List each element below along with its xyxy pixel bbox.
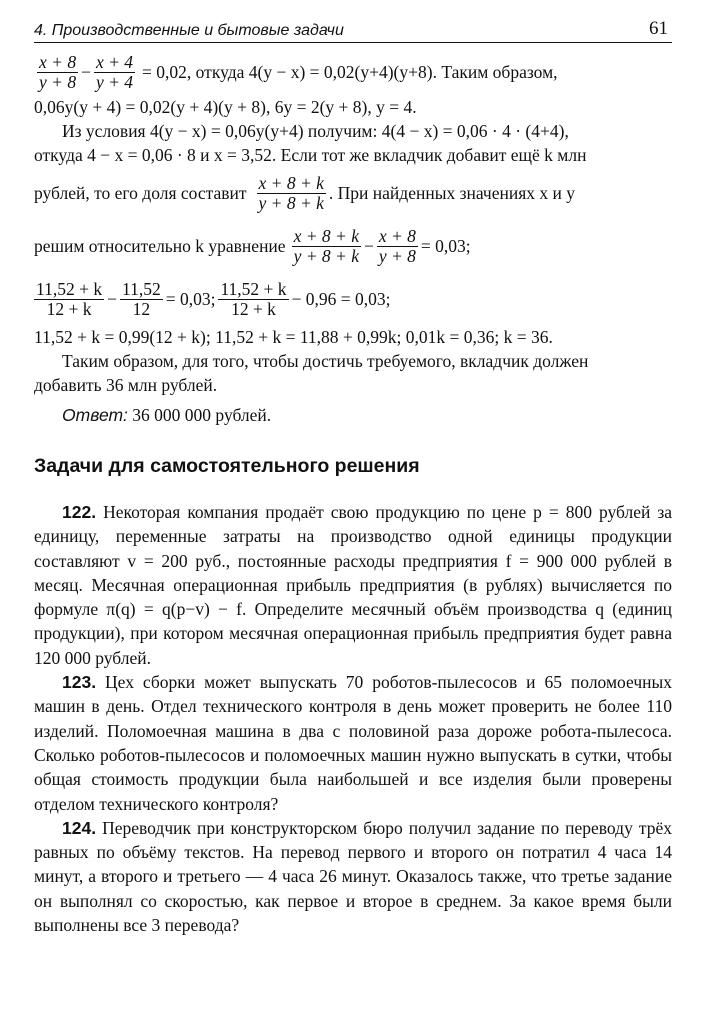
denominator: 12 (132, 298, 151, 319)
solution-line-8: 11,52 + k = 0,99(12 + k); 11,52 + k = 11,88 + 0,99k; 0,01k = 0,36; k = 36. (34, 327, 553, 347)
fraction (37, 53, 78, 92)
section-title: Задачи для самостоятельного решения (34, 455, 420, 477)
numerator: 11,52 + k (220, 278, 287, 299)
text: рублей, то его доля составит (34, 182, 247, 203)
numerator: x + 8 + k (293, 225, 359, 246)
equation-text: = 0,02, откуда 4(y − x) = 0,02(y+4)(y+8). Таким образом, (142, 61, 558, 82)
answer-label: Ответ: (62, 405, 128, 425)
answer-value: 36 000 000 рублей. (132, 405, 272, 425)
denominator: y + 8 (378, 245, 416, 266)
page (34, 18, 672, 937)
minus-sign: − (107, 288, 117, 309)
solution-line-5 (34, 167, 672, 219)
solution-line-1 (34, 49, 672, 95)
problem-text: Цех сборки может выпускать 70 роботов-пылесосов и 65 поломоечных машин в день. Отдел технического контроля в день может проверить не более 110 изделий. Поломоечная машина в два с половиной раза дороже робота-пылесоса. Сколько роботов-пылесосов и поломоечных машин нужно выпускать в сутки, чтобы общая стоимость продукции была наибольшей и все изделия были проверены отделом технического контроля? (34, 672, 673, 814)
text: = 0,03; (420, 235, 471, 256)
denominator: y + 8 (39, 71, 77, 92)
denominator: y + 8 + k (258, 192, 324, 213)
numerator: x + 8 (39, 51, 77, 72)
page-number: 61 (649, 18, 668, 39)
denominator: y + 4 (95, 71, 134, 92)
chapter-title: 4. Производственные и бытовые задачи (34, 22, 344, 39)
denominator: 12 + k (231, 298, 276, 319)
problem-text: Переводчик при конструкторском бюро получил задание по переводу трёх равных по объёму текстов. На перевод первого и второго он потратил 4 часа 14 минут, а второго и третьего — 4 часа 26 минут. Оказалось также, что третье задание он выполнял со скоростью, как первое и второе в среднем. За какое время были выполнены все 3 перевода? (34, 817, 672, 936)
fraction (94, 53, 135, 92)
solution-line-2: 0,06y(y + 4) = 0,02(y + 4)(y + 8), 6y = 2(y + 8), y = 4. (34, 97, 417, 117)
solution-line-3: Из условия 4(y − x) = 0,06y(y+4) получим: 4(4 − x) = 0,06 · 4 · (4+4), (62, 121, 569, 141)
fraction (377, 227, 418, 266)
problem-124 (34, 816, 672, 937)
text: = 0,03; (165, 288, 216, 309)
problem-number: 123. (62, 672, 97, 693)
fraction (120, 280, 163, 319)
fraction (292, 227, 361, 266)
solution-line-7 (34, 273, 672, 325)
text: . При найденных значениях x и y (328, 182, 576, 203)
denominator: y + 8 + k (293, 245, 359, 266)
numerator: 11,52 + k (36, 278, 103, 299)
problem-number: 124. (62, 817, 97, 838)
solution-line-6 (34, 219, 672, 273)
solution-line-9: Таким образом, для того, чтобы достичь требуемого, вкладчик должен (62, 351, 589, 371)
numerator: x + 4 (95, 51, 134, 72)
numerator: x + 8 + k (258, 172, 324, 193)
solution-line-10: добавить 36 млн рублей. (34, 375, 218, 395)
fraction (34, 280, 104, 319)
minus-sign: − (81, 61, 91, 82)
solution-block (34, 49, 672, 427)
running-header (34, 18, 672, 43)
fraction (257, 174, 326, 213)
denominator: 12 + k (46, 298, 92, 319)
text: решим относительно k уравнение (34, 235, 286, 256)
problem-text: Некоторая компания продаёт свою продукцию по цене p = 800 рублей за единицу, переменные затраты на производство одной единицы продукции составляют v = 200 руб., постоянные расходы предприятия f = 900 000 рублей в месяц. Месячная операционная прибыль предприятия (в рублях) вычисляется по формуле π(q) = q(p−v) − f. Определите месячный объём производства q (единиц продукции), при котором месячная операционная прибыль предприятия будет равна 120 000 рублей. (34, 502, 673, 668)
problem-123 (34, 670, 672, 816)
problem-number: 122. (62, 502, 97, 522)
minus-sign: − (363, 235, 374, 256)
solution-line-4: откуда 4 − x = 0,06 · 8 и x = 3,52. Если тот же вкладчик добавит ещё k млн (34, 145, 587, 165)
problem-122 (34, 500, 672, 670)
numerator: x + 8 (378, 225, 416, 246)
text: − 0,96 = 0,03; (291, 288, 391, 309)
numerator: 11,52 (121, 278, 161, 299)
fraction (218, 280, 288, 319)
answer-line (34, 403, 672, 427)
